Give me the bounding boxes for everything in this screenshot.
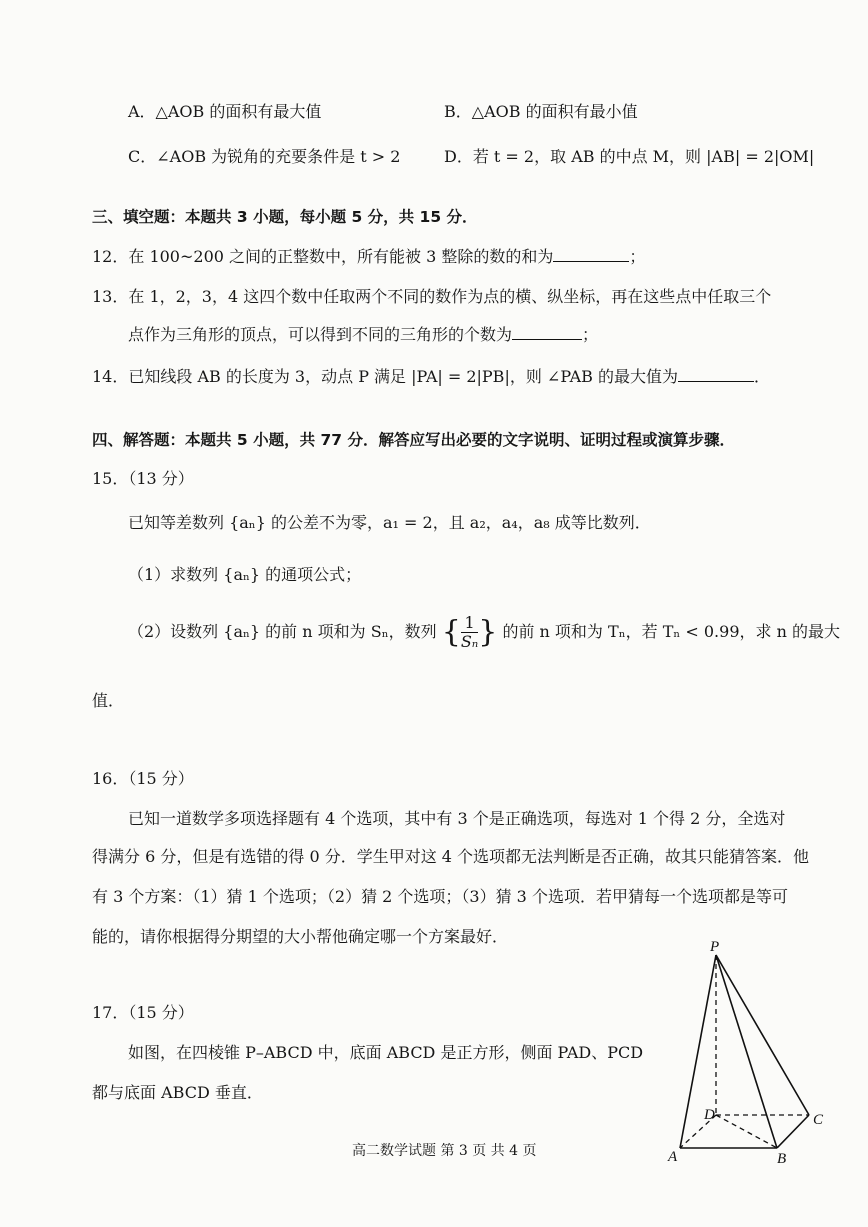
question-16-line-2: 得满分 6 分，但是有选错的得 0 分．学生甲对这 4 个选项都无法判断是否正确，故其只能猜答案．他 <box>92 847 810 866</box>
question-16-title: 16．（15 分） <box>92 769 194 788</box>
question-15-part-2-b: 的前 n 项和为 Tₙ，若 Tₙ < 0.99，求 n 的最大 <box>502 622 840 641</box>
question-13-line-1: 13．在 1，2，3，4 这四个数中任取两个不同的数作为点的横、纵坐标，再在这些点中任取三个 <box>92 287 772 306</box>
label-c: C <box>813 1112 824 1128</box>
option-a: A．△AOB 的面积有最大值 <box>128 102 322 121</box>
option-d: D．若 t = 2，取 AB 的中点 M，则 |AB| = 2|OM| <box>444 147 815 166</box>
label-b: B <box>777 1151 787 1167</box>
question-15-part-1: （1）求数列 {aₙ} 的通项公式； <box>128 565 362 584</box>
fraction-denominator: Sₙ <box>460 632 479 651</box>
question-17-line-2: 都与底面 ABCD 垂直． <box>92 1083 263 1102</box>
edge-pc <box>716 955 809 1115</box>
answer-blank <box>553 260 629 262</box>
question-16-line-1: 已知一道数学多项选择题有 4 个选项，其中有 3 个是正确选项，每选对 1 个得 2 分，全选对 <box>128 809 786 828</box>
question-16-line-3: 有 3 个方案：（1）猜 1 个选项；（2）猜 2 个选项；（3）猜 3 个选项．若甲猜每一个选项都是等可 <box>92 887 788 906</box>
section-4-heading: 四、解答题：本题共 5 小题，共 77 分．解答应写出必要的文字说明、证明过程或演算步骤． <box>92 431 735 449</box>
question-12 <box>92 244 645 267</box>
option-b: B．△AOB 的面积有最小值 <box>444 102 638 121</box>
question-12-text: 12．在 100~200 之间的正整数中，所有能被 3 整除的数的和为 <box>92 247 554 266</box>
question-15-title: 15．（13 分） <box>92 469 194 488</box>
edge-pb <box>716 955 777 1148</box>
question-17-line-1: 如图，在四棱锥 P–ABCD 中，底面 ABCD 是正方形，侧面 PAD、PCD <box>128 1043 644 1062</box>
option-c: C．∠AOB 为锐角的充要条件是 t > 2 <box>128 147 401 166</box>
question-15-part-2-c: 值． <box>92 691 125 710</box>
edge-bc <box>777 1115 809 1148</box>
label-p: P <box>710 939 720 955</box>
section-3-heading: 三、填空题：本题共 3 小题，每小题 5 分，共 15 分． <box>92 208 478 226</box>
right-brace: } <box>478 614 498 650</box>
question-16-line-4: 能的，请你根据得分期望的大小帮他确定哪一个方案最好． <box>92 927 509 946</box>
fraction-numerator: 1 <box>461 614 478 633</box>
question-15-part-2-a: （2）设数列 {aₙ} 的前 n 项和为 Sₙ，数列 <box>128 622 437 641</box>
question-14 <box>92 364 770 387</box>
question-14-text: 14．已知线段 AB 的长度为 3，动点 P 满足 |PA| = 2|PB|，则 ∠PAB 的最大值为 <box>92 367 679 386</box>
label-a: A <box>668 1149 678 1165</box>
pyramid-figure <box>660 935 840 1170</box>
question-14-end: ． <box>754 367 771 386</box>
question-15-part-2 <box>128 614 840 651</box>
fraction <box>461 614 478 651</box>
answer-blank <box>512 338 582 340</box>
question-17-title: 17．（15 分） <box>92 1003 194 1022</box>
page-footer: 高二数学试题 第 3 页 共 4 页 <box>352 1143 537 1159</box>
answer-blank <box>678 380 754 382</box>
question-12-end: ； <box>629 247 646 266</box>
left-brace: { <box>441 614 461 650</box>
question-13-end: ； <box>582 325 599 344</box>
label-d: D <box>704 1107 715 1123</box>
question-15-stem: 已知等差数列 {aₙ} 的公差不为零，a₁ = 2，且 a₂，a₄，a₈ 成等比数列． <box>128 513 651 532</box>
question-13-text: 点作为三角形的顶点，可以得到不同的三角形的个数为 <box>128 325 513 344</box>
question-13-line-2 <box>128 322 598 345</box>
